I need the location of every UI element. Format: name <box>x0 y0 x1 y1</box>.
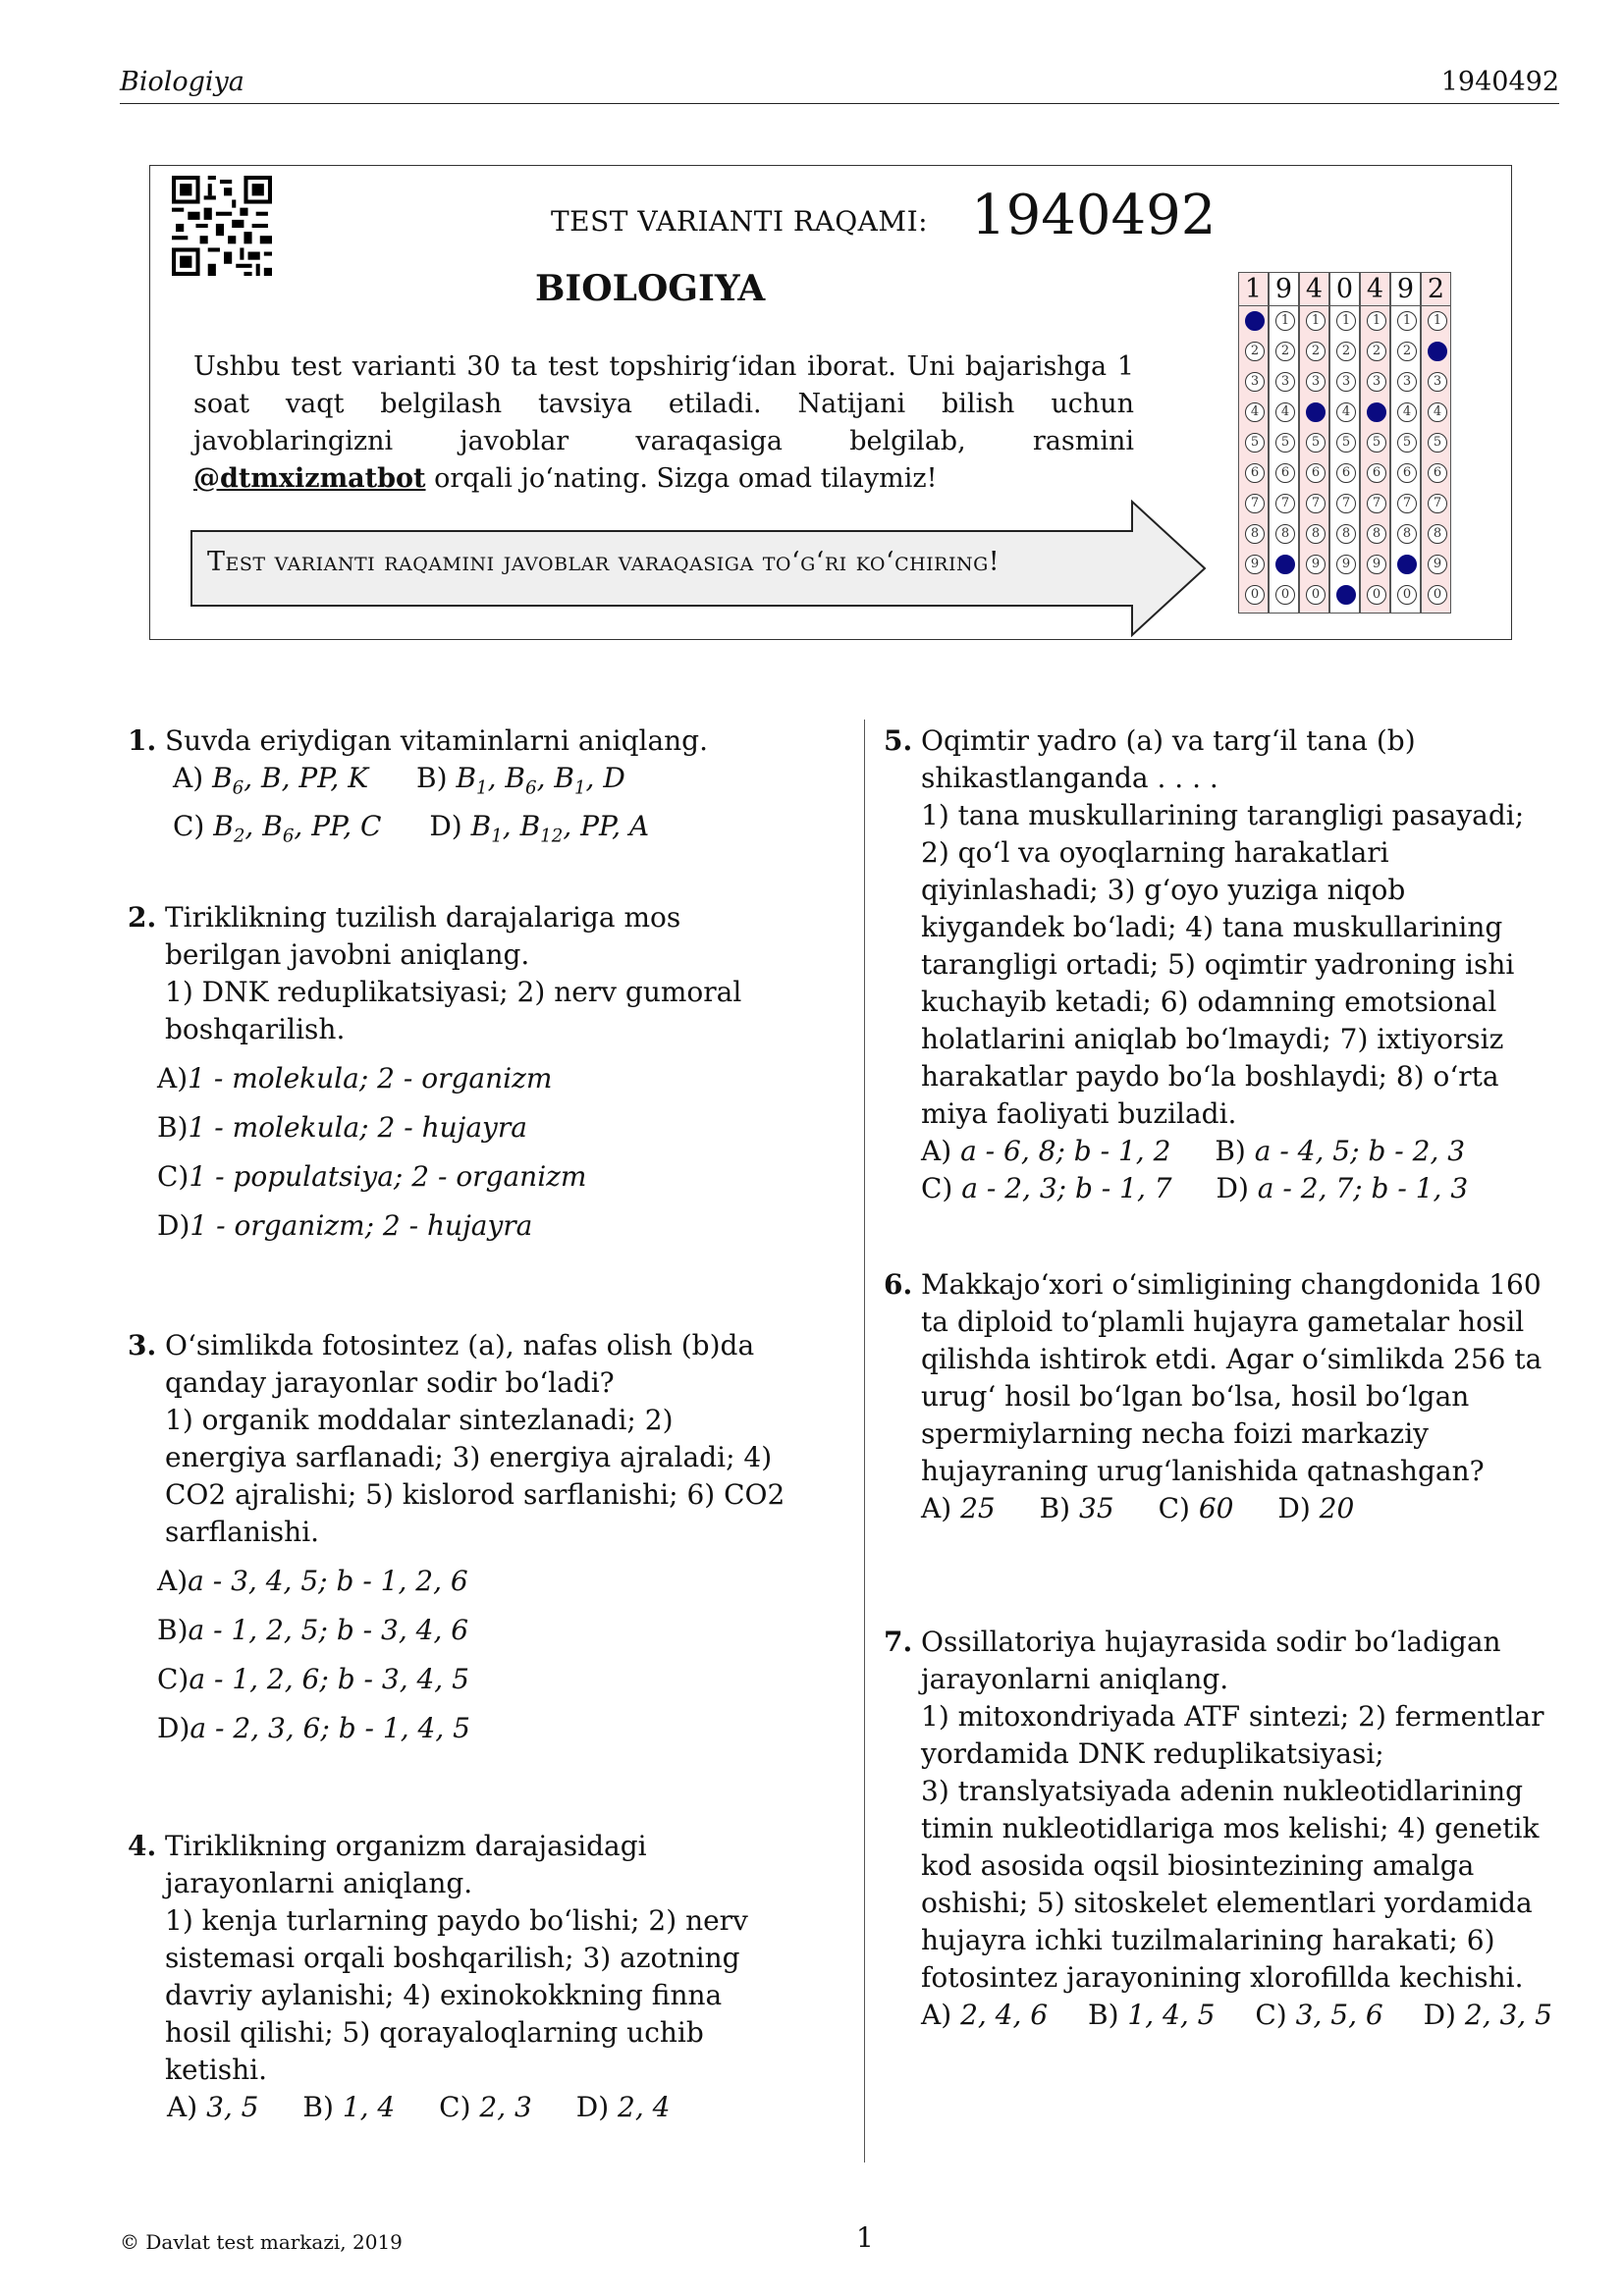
column-divider <box>864 720 865 2163</box>
filled-bubble[interactable] <box>1428 342 1447 361</box>
option-label: D) <box>429 809 462 842</box>
option-label: C) <box>439 2091 471 2123</box>
option-d-text: $B_1$, $B_{12}$, PP, A <box>470 809 650 847</box>
option-label: A) <box>173 762 204 794</box>
header-variant: 1940492 <box>1440 67 1559 97</box>
option-d[interactable] <box>429 809 650 847</box>
empty-bubble[interactable]: 2 <box>1245 342 1265 361</box>
option-b[interactable] <box>302 2091 395 2123</box>
question-text: Makkajo‘xori o‘simligining changdonida 160 ta diploid to‘plamli hujayra gametalar hosil qilishda ishtirok etdi. Agar o‘simlikda 256 ta urug‘ hosil bo‘lgan bo‘lsa, hosil bo‘lgan spermiylarning necha foizi markaziy hujayraning urug‘lanishida qatnashgan? <box>921 1268 1543 1487</box>
option-b-text: 1 - molekula; 2 - hujayra <box>188 1111 527 1144</box>
intro-text-part2: orqali jo‘nating. Sizga omad tilaymiz! <box>425 463 938 494</box>
question-4 <box>128 1828 795 2126</box>
option-a-text: 3, 5 <box>206 2091 259 2123</box>
question-statements: 1) DNK reduplikatsiyasi; 2) nerv gumoral boshqarilish. <box>165 976 742 1045</box>
empty-bubble[interactable]: 0 <box>1275 585 1295 605</box>
question-number: 4. <box>128 1830 157 1862</box>
empty-bubble[interactable]: 2 <box>1367 342 1386 361</box>
option-label: B) <box>1215 1135 1246 1167</box>
empty-bubble[interactable]: 4 <box>1245 402 1265 422</box>
option-label: B) <box>416 762 448 794</box>
option-b[interactable] <box>1088 1999 1215 2031</box>
question-text: Oqimtir yadro (a) va targ‘il tana (b) shikastlanganda . . . . <box>921 724 1416 794</box>
option-c-text: 3, 5, 6 <box>1295 1999 1383 2031</box>
footer-copyright: © Davlat test markazi, 2019 <box>120 2230 403 2254</box>
grid-column <box>1390 272 1421 614</box>
question-7 <box>884 1624 1561 2034</box>
option-d-text: 2, 3, 5 <box>1464 1999 1552 2031</box>
option-a-text: 25 <box>960 1492 996 1524</box>
grid-digit: 1 <box>1239 273 1268 306</box>
option-label: B) <box>157 1111 189 1144</box>
option-label: A) <box>167 2091 198 2123</box>
option-label: C) <box>1158 1492 1190 1524</box>
option-c[interactable] <box>1159 1492 1234 1524</box>
grid-column <box>1299 272 1329 614</box>
option-label: C) <box>1255 1999 1287 2031</box>
empty-bubble[interactable]: 8 <box>1306 524 1326 544</box>
option-label: A) <box>921 1135 952 1167</box>
question-text: O‘simlikda fotosintez (a), nafas olish (b)da qanday jarayonlar sodir bo‘ladi? <box>165 1329 755 1399</box>
empty-bubble[interactable]: 9 <box>1367 555 1386 574</box>
question-number: 6. <box>884 1268 913 1301</box>
empty-bubble[interactable]: 0 <box>1367 585 1386 605</box>
option-c-text: 60 <box>1198 1492 1234 1524</box>
option-d-text: 1 - organizm; 2 - hujayra <box>189 1209 533 1242</box>
empty-bubble[interactable]: 3 <box>1306 372 1326 392</box>
option-a-text: a - 6, 8; b - 1, 2 <box>960 1135 1171 1167</box>
empty-bubble[interactable]: 7 <box>1245 494 1265 513</box>
empty-bubble[interactable]: 1 <box>1428 311 1447 331</box>
empty-bubble[interactable]: 4 <box>1336 402 1356 422</box>
option-c-text: $B_2$, $B_6$, PP, C <box>213 809 382 847</box>
empty-bubble[interactable]: 7 <box>1306 494 1326 513</box>
option-b[interactable] <box>157 1109 795 1147</box>
grid-column <box>1329 272 1360 614</box>
question-5 <box>884 722 1551 1207</box>
empty-bubble[interactable]: 5 <box>1367 433 1386 453</box>
option-d[interactable] <box>1277 1492 1354 1524</box>
option-c-text: 2, 3 <box>479 2091 532 2123</box>
empty-bubble[interactable]: 8 <box>1367 524 1386 544</box>
option-a[interactable] <box>167 2091 259 2123</box>
option-label: B) <box>157 1614 189 1646</box>
empty-bubble[interactable]: 9 <box>1245 555 1265 574</box>
variant-number: 1940492 <box>971 184 1217 247</box>
empty-bubble[interactable]: 1 <box>1336 311 1356 331</box>
option-d[interactable] <box>157 1207 795 1245</box>
grid-column <box>1421 272 1451 614</box>
option-b-text: a - 4, 5; b - 2, 3 <box>1254 1135 1466 1167</box>
option-b-text: 35 <box>1079 1492 1114 1524</box>
question-text: Tiriklikning tuzilish darajalariga mos berilgan javobni aniqlang. <box>165 901 681 971</box>
empty-bubble[interactable]: 8 <box>1245 524 1265 544</box>
grid-column <box>1360 272 1390 614</box>
empty-bubble[interactable]: 8 <box>1275 524 1295 544</box>
option-a[interactable] <box>157 1060 795 1097</box>
option-a-text: 1 - molekula; 2 - organizm <box>188 1062 553 1095</box>
empty-bubble[interactable]: 7 <box>1367 494 1386 513</box>
option-label: D) <box>1277 1492 1311 1524</box>
empty-bubble[interactable]: 2 <box>1275 342 1295 361</box>
empty-bubble[interactable]: 4 <box>1275 402 1295 422</box>
empty-bubble[interactable]: 5 <box>1306 433 1326 453</box>
empty-bubble[interactable]: 4 <box>1397 402 1417 422</box>
empty-bubble[interactable]: 8 <box>1336 524 1356 544</box>
option-label: C) <box>173 809 205 842</box>
question-number: 7. <box>884 1626 913 1658</box>
filled-bubble[interactable] <box>1306 402 1326 422</box>
header-subject: Biologiya <box>120 67 244 97</box>
option-c[interactable] <box>921 1172 1172 1204</box>
question-text: Suvda eriydigan vitaminlarni aniqlang. <box>165 724 708 757</box>
empty-bubble[interactable]: 9 <box>1306 555 1326 574</box>
option-b-text: $B_1$, $B_6$, $B_1$, D <box>456 762 625 799</box>
filled-bubble[interactable] <box>1367 402 1386 422</box>
question-number: 5. <box>884 724 913 757</box>
empty-bubble[interactable]: 7 <box>1336 494 1356 513</box>
empty-bubble[interactable]: 1 <box>1397 311 1417 331</box>
empty-bubble[interactable]: 7 <box>1397 494 1417 513</box>
option-label: A) <box>921 1492 952 1524</box>
empty-bubble[interactable]: 5 <box>1336 433 1356 453</box>
question-text: Tiriklikning organizm darajasidagi jarayonlarni aniqlang. <box>165 1830 647 1899</box>
empty-bubble[interactable]: 8 <box>1428 524 1447 544</box>
subject-title: BIOLOGIYA <box>535 268 766 309</box>
question-statements: 1) tana muskullarining tarangligi pasayadi; 2) qo‘l va oyoqlarning harakatlari qiyinlashadi; 3) g‘oyo yuziga niqob kiygandek bo‘ladi; 4) tana muskullarining tarangligi ortadi; 5) oqimtir yadroning ishi kuchayib ketadi; 6) odamning emotsional holatlarini aniqlab bo‘lmaydi; 7) ixtiyorsiz harakatlar paydo bo‘la boshlaydi; 8) o‘rta miya faoliyati buziladi. <box>921 799 1525 1130</box>
option-b-text: 1, 4, 5 <box>1127 1999 1216 2031</box>
option-b-text: a - 1, 2, 5; b - 3, 4, 6 <box>188 1614 469 1646</box>
grid-digit: 2 <box>1422 273 1450 306</box>
option-label: D) <box>157 1209 190 1242</box>
header-rule <box>120 103 1559 104</box>
question-number: 3. <box>128 1329 157 1362</box>
empty-bubble[interactable]: 9 <box>1428 555 1447 574</box>
option-c-text: a - 1, 2, 6; b - 3, 4, 5 <box>189 1663 469 1695</box>
intro-text-part1: Ushbu test varianti 30 ta test topshirig‘idan iborat. Uni bajarishga 1 soat vaqt belgilash tavsiya etiladi. Natijani bilish uchun javoblaringizni javoblar varaqasiga belgilab, rasmini <box>193 351 1134 456</box>
question-statements: 1) kenja turlarning paydo bo‘lishi; 2) nerv sistemasi orqali boshqarilish; 3) azotning davriy aylanishi; 4) exinokokkning finna hosil qilishi; 5) qorayaloqlarning uchib ketishi. <box>165 1904 748 2086</box>
option-label: B) <box>302 2091 334 2123</box>
question-number: 2. <box>128 901 157 934</box>
option-b[interactable] <box>157 1612 795 1649</box>
empty-bubble[interactable]: 3 <box>1428 372 1447 392</box>
empty-bubble[interactable]: 7 <box>1428 494 1447 513</box>
empty-bubble[interactable]: 3 <box>1397 372 1417 392</box>
question-3 <box>128 1327 795 1747</box>
option-label: D) <box>1423 1999 1456 2031</box>
option-b[interactable] <box>1215 1135 1465 1167</box>
empty-bubble[interactable]: 5 <box>1397 433 1417 453</box>
empty-bubble[interactable]: 2 <box>1336 342 1356 361</box>
option-label: C) <box>157 1160 189 1193</box>
option-label: D) <box>575 2091 610 2123</box>
option-c[interactable] <box>157 1661 795 1698</box>
filled-bubble[interactable] <box>1336 585 1356 605</box>
option-d-text: 2, 4 <box>618 2091 671 2123</box>
option-label: A) <box>921 1999 952 2031</box>
option-a[interactable] <box>921 1999 1048 2031</box>
intro-text <box>193 348 1134 498</box>
question-statements-cont: 3) translyatsiyada adenin nukleotidlarining timin nukleotidlariga mos kelishi; 4) genetik kod asosida oqsil biosintezining amalga oshishi; 5) sitoskelet elementlari yordamida hujayra ichki tuzilmalarining harakati; 6) fotosintez jarayonining xlorofillda kechishi. <box>921 1775 1540 1994</box>
empty-bubble[interactable]: 5 <box>1245 433 1265 453</box>
question-6 <box>884 1266 1551 1527</box>
option-b[interactable] <box>416 762 625 799</box>
empty-bubble[interactable]: 3 <box>1245 372 1265 392</box>
empty-bubble[interactable]: 3 <box>1275 372 1295 392</box>
option-a[interactable] <box>173 762 369 799</box>
option-label: B) <box>1088 1999 1119 2031</box>
empty-bubble[interactable]: 6 <box>1336 463 1356 483</box>
empty-bubble[interactable]: 3 <box>1367 372 1386 392</box>
option-label: A) <box>157 1062 189 1095</box>
option-a-text: 2, 4, 6 <box>960 1999 1049 2031</box>
grid-column <box>1269 272 1299 614</box>
question-statements: 1) mitoxondriyada ATF sintezi; 2) fermentlar yordamida DNK reduplikatsiyasi; <box>921 1700 1544 1770</box>
grid-digit: 4 <box>1300 273 1328 306</box>
empty-bubble[interactable]: 2 <box>1306 342 1326 361</box>
option-b[interactable] <box>1040 1492 1114 1524</box>
empty-bubble[interactable]: 6 <box>1367 463 1386 483</box>
arrow-banner-text: Test varianti raqamini javoblar varaqasiga to‘g‘ri ko‘chiring! <box>207 547 1001 577</box>
empty-bubble[interactable]: 6 <box>1245 463 1265 483</box>
option-a[interactable] <box>157 1563 795 1600</box>
qr-code-icon <box>172 176 272 276</box>
question-1 <box>128 722 835 855</box>
filled-bubble[interactable] <box>1275 555 1295 574</box>
option-c-text: 1 - populatsiya; 2 - organizm <box>189 1160 587 1193</box>
option-label: B) <box>1039 1492 1071 1524</box>
option-label: D) <box>157 1712 190 1744</box>
question-text: Ossillatoriya hujayrasida sodir bo‘ladigan jarayonlarni aniqlang. <box>921 1626 1501 1695</box>
empty-bubble[interactable]: 0 <box>1306 585 1326 605</box>
option-c[interactable] <box>1255 1999 1382 2031</box>
question-number: 1. <box>128 724 157 757</box>
option-d[interactable] <box>157 1710 795 1747</box>
empty-bubble[interactable]: 1 <box>1367 311 1386 331</box>
option-d[interactable] <box>1424 1999 1552 2031</box>
option-b-text: 1, 4 <box>342 2091 396 2123</box>
empty-bubble[interactable]: 7 <box>1275 494 1295 513</box>
option-label: C) <box>157 1663 189 1695</box>
grid-digit: 4 <box>1361 273 1389 306</box>
option-c[interactable] <box>439 2091 532 2123</box>
option-d[interactable] <box>576 2091 671 2123</box>
option-a-text: a - 3, 4, 5; b - 1, 2, 6 <box>188 1565 468 1597</box>
empty-bubble[interactable]: 2 <box>1397 342 1417 361</box>
option-a-text: $B_6$, B, PP, K <box>212 762 369 799</box>
empty-bubble[interactable]: 0 <box>1397 585 1417 605</box>
question-2 <box>128 899 795 1245</box>
option-c[interactable] <box>157 1158 795 1196</box>
empty-bubble[interactable]: 1 <box>1306 311 1326 331</box>
empty-bubble[interactable]: 0 <box>1245 585 1265 605</box>
empty-bubble[interactable]: 5 <box>1428 433 1447 453</box>
option-d-text: a - 2, 3, 6; b - 1, 4, 5 <box>189 1712 470 1744</box>
telegram-bot-link[interactable]: @dtmxizmatbot <box>193 463 426 494</box>
question-statements: 1) organik moddalar sintezlanadi; 2) energiya sarflanadi; 3) energiya ajraladi; 4) CO2 ajralishi; 5) kislorod sarflanishi; 6) CO2 sarflanishi. <box>165 1404 785 1548</box>
empty-bubble[interactable]: 6 <box>1306 463 1326 483</box>
filled-bubble[interactable] <box>1245 311 1265 331</box>
grid-digit: 9 <box>1270 273 1298 306</box>
option-a[interactable] <box>921 1135 1170 1167</box>
filled-bubble[interactable] <box>1397 555 1417 574</box>
grid-digit: 9 <box>1391 273 1420 306</box>
option-label: C) <box>921 1172 953 1204</box>
page-number: 1 <box>856 2221 874 2254</box>
empty-bubble[interactable]: 6 <box>1397 463 1417 483</box>
grid-digit: 0 <box>1330 273 1359 306</box>
variant-info-box <box>149 165 1512 640</box>
grid-column <box>1238 272 1269 614</box>
empty-bubble[interactable]: 6 <box>1275 463 1295 483</box>
empty-bubble[interactable]: 5 <box>1275 433 1295 453</box>
option-a[interactable] <box>921 1492 996 1524</box>
option-label: D) <box>1216 1172 1249 1204</box>
option-d-text: a - 2, 7; b - 1, 3 <box>1257 1172 1469 1204</box>
option-d-text: 20 <box>1319 1492 1355 1524</box>
empty-bubble[interactable]: 3 <box>1336 372 1356 392</box>
option-c[interactable] <box>173 809 382 847</box>
empty-bubble[interactable]: 4 <box>1428 402 1447 422</box>
empty-bubble[interactable]: 6 <box>1428 463 1447 483</box>
empty-bubble[interactable]: 9 <box>1336 555 1356 574</box>
empty-bubble[interactable]: 8 <box>1397 524 1417 544</box>
empty-bubble[interactable]: 1 <box>1275 311 1295 331</box>
variant-label: TEST VARIANTI RAQAMI: <box>551 205 929 238</box>
option-d[interactable] <box>1217 1172 1469 1204</box>
empty-bubble[interactable]: 0 <box>1428 585 1447 605</box>
option-c-text: a - 2, 3; b - 1, 7 <box>961 1172 1172 1204</box>
option-label: A) <box>157 1565 189 1597</box>
